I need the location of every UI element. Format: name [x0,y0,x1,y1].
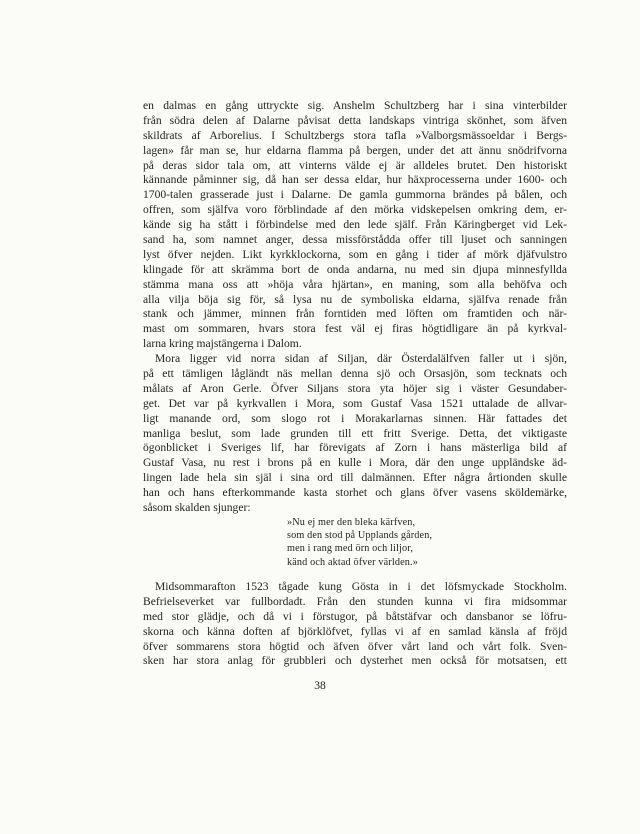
text-line: en dalmas en gång uttryckte sig. Anshelm Schultzberg har i sina vinterbilder [143,99,567,112]
page-number: 38 [314,679,326,692]
text-line: 1700-talen grasserade just i Dalarne. De gamla gummorna brändes på bålen, och [143,188,567,202]
text-line: lyst öfver nejden. Likt kyrkklockorna, som en gång i tider af mörk djäfvulstro [143,247,567,261]
text-line: manliga beslut, som lade grunden till ett fritt Sverige. Detta, det viktigaste [143,426,567,440]
poem-quote [287,516,432,569]
text-line: Mora ligger vid norra sidan af Siljan, där Österdalälfven faller ut i sjön, [155,352,567,366]
text-line: han och hans efterkommande kasta storhet och glans öfver vasens sköldemärke, [143,486,567,500]
text-line: målats af Aron Gerle. Öfver Siljans stora yta höjer sig i väster Gesundaber- [143,381,567,395]
text-line: sken har stora anlag för grubbleri och dysterhet men också för motsatsen, ett [143,654,567,668]
text-line: ögonblicket i Sveriges lif, har förevigats af Zorn i hans mästerliga bild af [143,441,567,455]
paragraph-3 [143,580,567,669]
text-line: lingen lade hela sin själ i sina ord till dalmännen. Efter några årtionden skulle [143,471,567,485]
text-line: Gustaf Vasa, nu rest i brons på en kulle i Mora, där den unge uppländske äd- [143,456,567,470]
text-line: på deras sidor tala om, att vinterns välde ej är alldeles brutet. Den historiskt [143,158,567,172]
text-line: stämma mana oss att »höja våra hjärtan», en maning, som alla behöfva och [143,277,567,291]
text-line: skildrats af Arborelius. I Schultzbergs stora tafla »Valborgsmässoeldar i Bergs- [143,128,567,142]
text-line: öfver sommarens stora högtid och äfven öfver vårt land och vårt folk. Sven- [143,639,567,653]
text-line: ligt manande ord, som slogo rot i Morakarlarnas sinnen. Här fattades det [143,411,567,425]
text-line: mast om sommaren, hvars stora fest väl ej firas högtidligare än på kyrkval- [143,322,567,336]
paragraph-1 [143,99,567,352]
text-line: Midsommarafton 1523 tågade kung Gösta in i det löfsmyckade Stockholm. [155,580,567,593]
text-line: alla vilja böja sig för, så lysa nu de symboliska eldarna, själfva renade från [143,292,567,306]
text-line: från södra delen af Dalarne påvisat detta landskaps vintriga skönhet, som äfven [143,113,567,127]
paragraph-2 [143,352,567,516]
text-line: stank och jämmer, minnen från forntiden med löften om framtiden och när- [143,307,567,321]
text-line: larna kring majstängerna i Dalom. [143,337,302,351]
text-line: såsom skalden sjunger: [143,501,251,515]
text-line: offren, som själfva voro förblindade af den mörka vidskepelsen omkring dem, er- [143,203,567,217]
text-line: get. Det var på kyrkvallen i Mora, som Gustaf Vasa 1521 uttalade de allvar- [143,396,567,410]
poem-line: »Nu ej mer den bleka kärfven, [287,517,416,528]
poem-line: som den stod på Upplands gården, [287,530,433,542]
poem-line: känd och aktad öfver världen.» [287,556,418,568]
text-line: skorna och känna doften af björklöfvet, fyllas vi af en samlad känsla af fröjd [143,624,567,638]
poem-line: men i rang med örn och liljor, [287,543,414,555]
text-line: med stor glädje, och då vi i förstugor, på båtstäfvar och dansbanor se löfru- [143,609,567,623]
text-line: kännande påminner sig, då han ser dessa eldar, hur häxprocesserna under 1600- och [143,173,567,187]
text-line: lagen» får man se, hur eldarna flamma på bergen, under det att ännu snödrifvorna [143,143,567,157]
text-line: kände sig ha stått i förbindelse med den lede själf. Från Käringberget vid Lek- [143,218,567,232]
text-line: på ett tämligen lågländt näs mellan denna sjö och Orsasjön, som tecknats och [143,367,567,381]
text-block-upper [143,99,567,516]
text-line: klingade för att skrämma bort de onda andarna, nu med sin djupa minnesfyllda [143,262,567,276]
text-line: sand ha, som namnet anger, dessa missförstådda offer till ljuset och sanningen [143,233,567,247]
text-line: Befrielseverket var fullbordadt. Från den stunden kunna vi fira midsommar [143,594,567,608]
text-block-lower [143,580,567,669]
